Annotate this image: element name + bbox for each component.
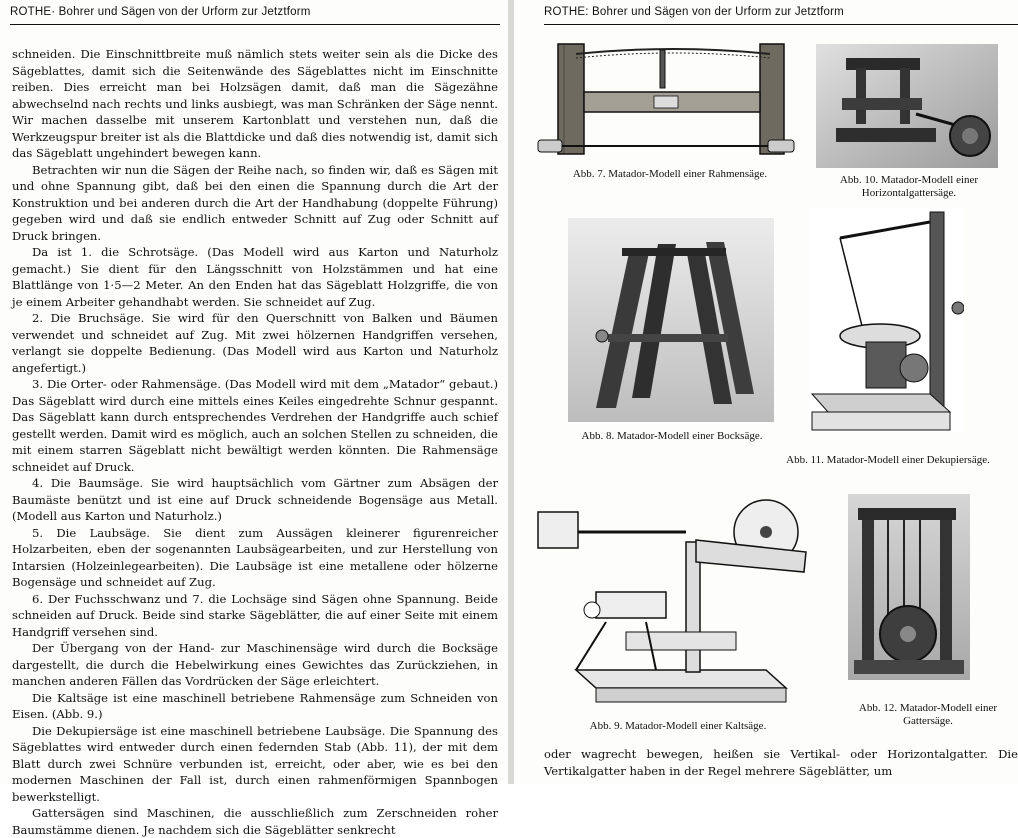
paragraph: Gattersägen sind Maschinen, die ausschließlich zum Zerschneiden roher Baumstämme dienen. Je nachdem sich die Sägeblätter senkrecht	[12, 806, 498, 837]
paragraph: 4. Die Baumsäge. Sie wird hauptsächlich vom Gärtner zum Absägen der Baumäste benützt und ist eine auf Druck schneidende Bogensäge aus Metall. (Modell aus Karton und Naturholz.)	[12, 476, 498, 523]
left-body-text	[12, 46, 498, 838]
running-head-right: ROTHE: Bohrer und Sägen von der Urform zur Jetztform	[544, 6, 1018, 25]
paragraph: schneiden. Die Einschnittbreite muß nämlich stets weiter sein als die Dicke des Sägeblattes, damit sich die Seitenwände des Sägeblattes nicht im Einschnitte reiben. Dies erreicht man bei Holzsägen damit, daß man die Sägezähne abwechselnd nach rechts und links ausbiegt, was man Schränken der Säge nennt. Wir machen dasselbe mit unserem Kartonblatt und verstehen nun, daß die Werkzeugspur breiter ist als die Blattdicke und daß dies notwendig ist, damit sich das Sägeblatt ungehindert bewegen kann.	[12, 47, 498, 160]
figure-horizontalgattersaege	[816, 44, 998, 168]
paragraph: Der Übergang von der Hand- zur Maschinensäge wird durch die Bocksäge dargestellt, die durch die Hebelwirkung eines Gewichtes das Zurückziehen, in manchen anderen Fällen das Vordrücken der Säge erleichtert.	[12, 641, 498, 688]
figure-kaltsaege	[536, 492, 822, 712]
caption-abb11: Abb. 11. Matador-Modell einer Dekupiersäge.	[786, 454, 990, 466]
paragraph: 6. Der Fuchsschwanz und 7. die Lochsäge sind Sägen ohne Spannung. Beide schneiden auf Druck. Beide sind starke Sägeblätter, die auf einer Seite mit einem Handgriff versehen sind.	[12, 591, 498, 639]
paragraph: 3. Die Orter- oder Rahmensäge. (Das Modell wird mit dem „Matador“ gebaut.) Das Sägeblatt wird durch eine mittels eines Keiles eingedrehte Schnur gespannt. Das Sägeblatt kann durch entsprechendes Verdrehen der Handgriffe auch schief gestellt werden. Damit wird es möglich, auch an solchen Stellen zu schneiden, die mit einem starren Sägeblatt nicht bewältigt werden könnten. Die Rahmensäge schneidet auf Druck.	[12, 377, 498, 474]
caption-abb9: Abb. 9. Matador-Modell einer Kaltsäge.	[589, 720, 767, 732]
paragraph: Betrachten wir nun die Sägen der Reihe nach, so finden wir, daß es Sägen mit und ohne Spannung gibt, daß bei den einen die Spannung durch die Art der Konstruktion und bei anderen durch die Art der Handhabung (doppelte Führung) gegeben wird und daß sie endlich entweder Schnitt auf Zug oder Schnitt auf Druck bringen.	[12, 162, 498, 243]
paragraph: oder wagrecht bewegen, heißen sie Vertikal- oder Horizontalgatter. Die Vertikalgatter haben in der Regel mehrere Sägeblätter, um	[544, 747, 1018, 778]
running-head-left: ROTHE· Bohrer und Sägen von der Urform zur Jetztform	[10, 6, 500, 25]
caption-abb8: Abb. 8. Matador-Modell einer Bocksäge.	[581, 430, 763, 442]
caption-abb10: Abb. 10. Matador-Modell einer Horizontalgattersäge.	[839, 174, 979, 199]
paragraph: Die Dekupiersäge ist eine maschinell betriebene Laubsäge. Die Spannung des Sägeblattes wird entweder durch einen federnden Stab (Abb. 11), der mit dem Blatt durch zwei Schnüre verbunden ist, erreicht, oder aber, wie es bei den modernen Maschinen der Fall ist, durch einen rahmenförmigen Spannbogen bewerkstelligt.	[12, 723, 498, 804]
right-page	[514, 0, 1018, 784]
right-bottom-text	[544, 746, 1018, 779]
figure-rahmensaege	[534, 38, 796, 164]
paragraph: Die Kaltsäge ist eine maschinell betriebene Rahmensäge zum Schneiden von Eisen. (Abb. 9.)	[12, 690, 498, 721]
paragraph: Da ist 1. die Schrotsäge. (Das Modell wird aus Karton und Naturholz gemacht.) Sie dient für den Längsschnitt von Holzstämmen und hat eine Blattlänge von 1·5—2 Meter. An den Enden hat das Sägeblatt Holzgriffe, die von je einem Arbeiter gehandhabt werden. Sie schneidet auf Zug.	[12, 245, 498, 309]
paragraph: 5. Die Laubsäge. Sie dient zum Aussägen kleinerer figurenreicher Holzarbeiten, eben der sogenannten Laubsägearbeiten, und zur Herstellung von Intarsien (Holzeinlegearbeiten). Die Laubsäge ist eine metallene oder hölzerne Bogensäge und schneidet auf Zug.	[12, 525, 498, 589]
caption-abb7: Abb. 7. Matador-Modell einer Rahmensäge.	[572, 168, 768, 180]
figure-bocksaege	[568, 218, 774, 422]
figure-gattersaege	[848, 494, 970, 680]
left-page	[0, 0, 508, 837]
paragraph: 2. Die Bruchsäge. Sie wird für den Querschnitt von Balken und Bäumen verwendet und schneidet auf Zug. Mit zwei hölzernen Handgriffen versehen, verlangt sie doppelte Bedienung. (Das Modell wird aus Karton und Naturholz angefertigt.)	[12, 311, 498, 375]
caption-abb12: Abb. 12. Matador-Modell einer Gattersäge.	[858, 702, 998, 727]
figure-dekupiersaege	[810, 208, 964, 432]
